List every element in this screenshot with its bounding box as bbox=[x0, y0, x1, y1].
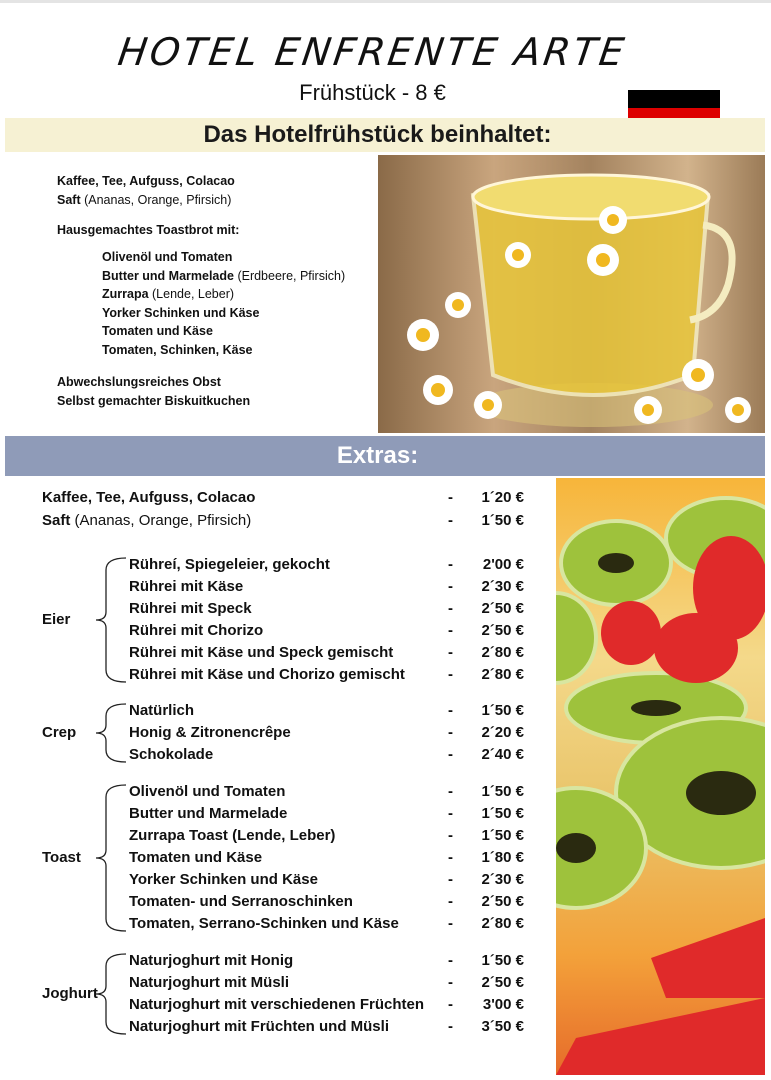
curly-brace-icon bbox=[92, 781, 128, 935]
item-price: 2´50 € bbox=[481, 974, 524, 991]
extras-row: Zurrapa Toast (Lende, Leber) bbox=[129, 827, 336, 844]
price-dash: - bbox=[448, 974, 453, 991]
included-heading: Das Hotelfrühstück beinhaltet: bbox=[203, 121, 552, 148]
price-dash: - bbox=[448, 1018, 453, 1035]
item-price: 2´50 € bbox=[481, 622, 524, 639]
item-name: Saft bbox=[57, 192, 81, 207]
item-price: 2´20 € bbox=[481, 724, 524, 741]
item-price: 2´80 € bbox=[481, 915, 524, 932]
item-price: 2´30 € bbox=[481, 578, 524, 595]
price-dash: - bbox=[448, 556, 453, 573]
price-dash: - bbox=[448, 644, 453, 661]
fruit-photo bbox=[556, 478, 765, 1075]
price-dash: - bbox=[448, 702, 453, 719]
item-name: Zurrapa bbox=[102, 287, 149, 301]
extras-row: Naturjoghurt mit verschiedenen Früchten bbox=[129, 996, 425, 1013]
included-item: Abwechslungsreiches Obst bbox=[57, 375, 221, 389]
price-dash: - bbox=[448, 746, 453, 763]
item-name: Kaffee, Tee, Aufguss, Colacao bbox=[57, 174, 235, 188]
group-label-eier: Eier bbox=[42, 611, 71, 628]
item-price: 3´50 € bbox=[481, 1018, 524, 1035]
price-dash: - bbox=[448, 827, 453, 844]
hotel-title: HOTEL ENFRENTE ARTE bbox=[115, 30, 630, 74]
price-dash: - bbox=[448, 805, 453, 822]
curly-brace-icon bbox=[92, 554, 128, 686]
item-price: 1´50 € bbox=[481, 512, 524, 529]
price-dash: - bbox=[448, 952, 453, 969]
price-dash: - bbox=[448, 600, 453, 617]
included-toast-item bbox=[102, 304, 259, 323]
included-toast-item bbox=[102, 248, 232, 267]
item-name: Olivenöl und Tomaten bbox=[102, 250, 233, 264]
extras-row: Butter und Marmelade bbox=[129, 805, 288, 822]
item-detail: (Lende, Leber) bbox=[148, 287, 235, 301]
extras-row: Naturjoghurt mit Früchten und Müsli bbox=[129, 1018, 389, 1035]
item-price: 1´50 € bbox=[481, 783, 524, 800]
item-price: 2´40 € bbox=[481, 746, 524, 763]
price-dash: - bbox=[448, 724, 453, 741]
price-dash: - bbox=[448, 849, 453, 866]
item-price: 2´80 € bbox=[481, 644, 524, 661]
extras-row: Rührei mit Käse und Speck gemischt bbox=[129, 644, 394, 661]
extras-row: Yorker Schinken und Käse bbox=[129, 871, 318, 888]
extras-row: Rührei mit Käse bbox=[129, 578, 244, 595]
included-item bbox=[57, 191, 231, 210]
item-detail: (Ananas, Orange, Pfirsich) bbox=[80, 192, 232, 207]
extras-row: Rührei mit Speck bbox=[129, 600, 252, 617]
curly-brace-icon bbox=[92, 950, 128, 1038]
included-toast-item bbox=[102, 341, 253, 360]
group-label-crep: Crep bbox=[42, 724, 77, 741]
included-toast-item bbox=[102, 322, 213, 341]
item-price: 1´80 € bbox=[481, 849, 524, 866]
item-name: Yorker Schinken und Käse bbox=[102, 305, 260, 320]
extras-row: Honig & Zitronencrêpe bbox=[129, 724, 291, 741]
included-item: Selbst gemachter Biskuitkuchen bbox=[57, 393, 251, 408]
item-price: 2´50 € bbox=[481, 893, 524, 910]
item-name: Tomaten, Schinken, Käse bbox=[102, 342, 253, 357]
breakfast-price: Frühstück - 8 € bbox=[299, 80, 446, 105]
extras-row: Rühreí, Spiegeleier, gekocht bbox=[129, 556, 330, 573]
extras-row: Schokolade bbox=[129, 746, 214, 763]
included-item bbox=[57, 172, 235, 191]
extras-row bbox=[42, 487, 255, 509]
item-price: 3'00 € bbox=[482, 996, 524, 1013]
chamomile-tea-photo bbox=[378, 155, 765, 433]
item-name: Tomaten und Käse bbox=[102, 324, 213, 338]
extras-row bbox=[42, 510, 251, 532]
price-dash: - bbox=[448, 783, 453, 800]
extras-row: Naturjoghurt mit Müsli bbox=[129, 974, 289, 991]
included-heading-band bbox=[5, 118, 765, 152]
item-price: 1´50 € bbox=[481, 952, 524, 969]
price-dash: - bbox=[448, 666, 453, 683]
price-dash: - bbox=[448, 622, 453, 639]
item-name: Kaffee, Tee, Aufguss, Colacao bbox=[42, 489, 256, 506]
included-toast-item bbox=[102, 267, 345, 286]
extras-row: Olivenöl und Tomaten bbox=[129, 783, 286, 800]
price-dash: - bbox=[448, 489, 453, 506]
item-price: 2´80 € bbox=[481, 666, 524, 683]
extras-row: Natürlich bbox=[129, 702, 195, 719]
price-dash: - bbox=[448, 996, 453, 1013]
fruit-illustration bbox=[556, 478, 765, 1075]
item-name: Butter und Marmelade bbox=[102, 268, 234, 283]
extras-heading-band bbox=[5, 436, 765, 476]
included-toast-item bbox=[102, 285, 234, 304]
group-label-joghurt: Joghurt bbox=[42, 985, 98, 1002]
curly-brace-icon bbox=[92, 700, 128, 766]
item-price: 1´50 € bbox=[481, 827, 524, 844]
extras-row: Tomaten, Serrano-Schinken und Käse bbox=[129, 915, 399, 932]
item-price: 2´50 € bbox=[481, 600, 524, 617]
item-price: 2´30 € bbox=[481, 871, 524, 888]
toast-heading: Hausgemachtes Toastbrot mit: bbox=[57, 223, 240, 237]
extras-row: Naturjoghurt mit Honig bbox=[129, 952, 294, 969]
item-price: 2'00 € bbox=[482, 556, 524, 573]
extras-row: Rührei mit Käse und Chorizo gemischt bbox=[129, 666, 405, 683]
extras-row: Rührei mit Chorizo bbox=[129, 622, 264, 639]
price-dash: - bbox=[448, 578, 453, 595]
item-detail: (Ananas, Orange, Pfirsich) bbox=[70, 512, 252, 529]
price-dash: - bbox=[448, 512, 453, 529]
top-divider bbox=[0, 0, 771, 3]
item-price: 1´20 € bbox=[481, 489, 524, 506]
extras-heading: Extras: bbox=[336, 442, 419, 469]
item-price: 1´50 € bbox=[481, 702, 524, 719]
extras-row: Tomaten- und Serranoschinken bbox=[129, 893, 353, 910]
group-label-toast: Toast bbox=[42, 849, 81, 866]
price-dash: - bbox=[448, 915, 453, 932]
item-detail: (Erdbeere, Pfirsich) bbox=[233, 268, 346, 283]
tea-cup-illustration bbox=[378, 155, 765, 433]
item-price: 1´50 € bbox=[481, 805, 524, 822]
price-dash: - bbox=[448, 871, 453, 888]
price-dash: - bbox=[448, 893, 453, 910]
item-name: Saft bbox=[42, 512, 71, 529]
extras-row: Tomaten und Käse bbox=[129, 849, 263, 866]
